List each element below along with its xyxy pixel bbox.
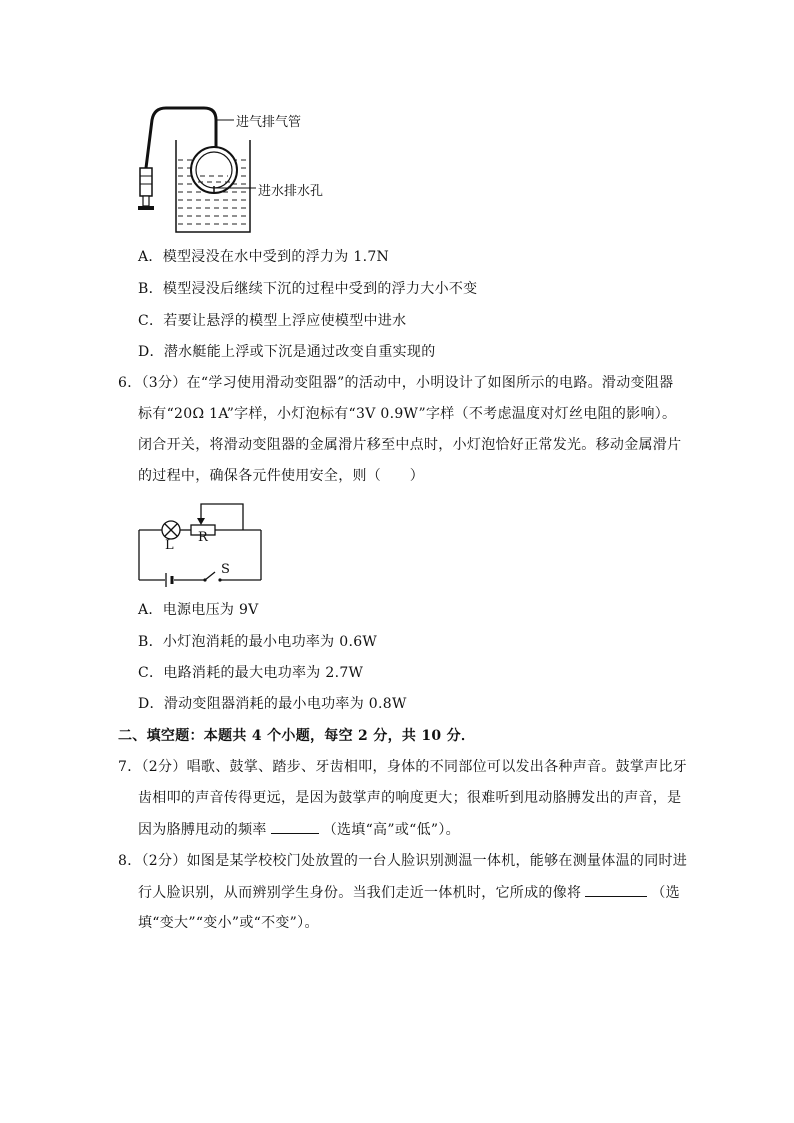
q6-option-b: B．小灯泡消耗的最小电功率为 0.6W <box>138 634 378 650</box>
q8-answer-blank[interactable] <box>585 882 647 897</box>
q6-option-a: A．电源电压为 9V <box>138 602 259 618</box>
q8-stem-line3: 填“变大”“变小”或“不变”）。 <box>138 915 319 931</box>
rheostat-label: R <box>198 530 208 545</box>
q5-option-a: A．模型浸没在水中受到的浮力为 1.7N <box>138 249 390 265</box>
q6-stem-line2: 标有“20Ω 1A”字样，小灯泡标有“3V 0.9W”字样（不考虑温度对灯丝电阻的影响）。 <box>138 406 677 422</box>
q8-line2-suffix: （选 <box>651 885 680 901</box>
q7-line3-suffix: （选填“高”或“低”）。 <box>322 822 460 838</box>
q5-option-b: B．模型浸没后继续下沉的过程中受到的浮力大小不变 <box>138 281 478 297</box>
q8-stem-line1: 8．（2分）如图是某学校校门处放置的一台人脸识别测温一体机，能够在测量体温的同时进 <box>118 853 688 869</box>
section-title-fill-in: 二、填空题：本题共 4 个小题，每空 2 分，共 10 分． <box>118 728 476 744</box>
q6-stem-line3: 闭合开关，将滑动变阻器的金属滑片移至中点时，小灯泡恰好正常发光。移动金属滑片 <box>138 437 682 453</box>
q6-option-d: D．滑动变阻器消耗的最小电功率为 0.8W <box>138 696 407 712</box>
q6-option-c: C．电路消耗的最大电功率为 2.7W <box>138 665 364 681</box>
lamp-label: L <box>165 538 174 553</box>
q7-stem-line1: 7．（2分）唱歌、鼓掌、踏步、牙齿相叩，身体的不同部位可以发出各种声音。鼓掌声比牙 <box>118 759 688 775</box>
q6-stem-line1: 6．（3分）在“学习使用滑动变阻器”的活动中，小明设计了如图所示的电路。滑动变阻器 <box>118 375 674 391</box>
q5-option-c: C．若要让悬浮的模型上浮应使模型中进水 <box>138 313 407 329</box>
intake-exhaust-tube-label: 进气排气管 <box>236 115 302 130</box>
q7-stem-line2: 齿相叩的声音传得更远，是因为鼓掌声的响度更大；很难听到甩动胳膊发出的声音，是 <box>138 790 682 806</box>
q7-line3-prefix: 因为胳膊甩动的频率 <box>138 822 267 838</box>
submarine-model-figure <box>130 100 370 235</box>
q6-stem-line4: 的过程中，确保各元件使用安全，则（ ） <box>138 468 424 484</box>
water-hole-label: 进水排水孔 <box>258 184 324 199</box>
q8-stem-line2 <box>138 882 680 903</box>
q5-option-d: D．潜水艇能上浮或下沉是通过改变自重实现的 <box>138 344 436 360</box>
q8-line2-prefix: 行人脸识别，从而辨别学生身份。当我们走近一体机时，它所成的像将 <box>138 885 582 901</box>
q7-answer-blank[interactable] <box>271 819 319 834</box>
switch-label: S <box>221 562 230 577</box>
circuit-figure <box>135 496 270 588</box>
q7-stem-line3 <box>138 819 460 840</box>
